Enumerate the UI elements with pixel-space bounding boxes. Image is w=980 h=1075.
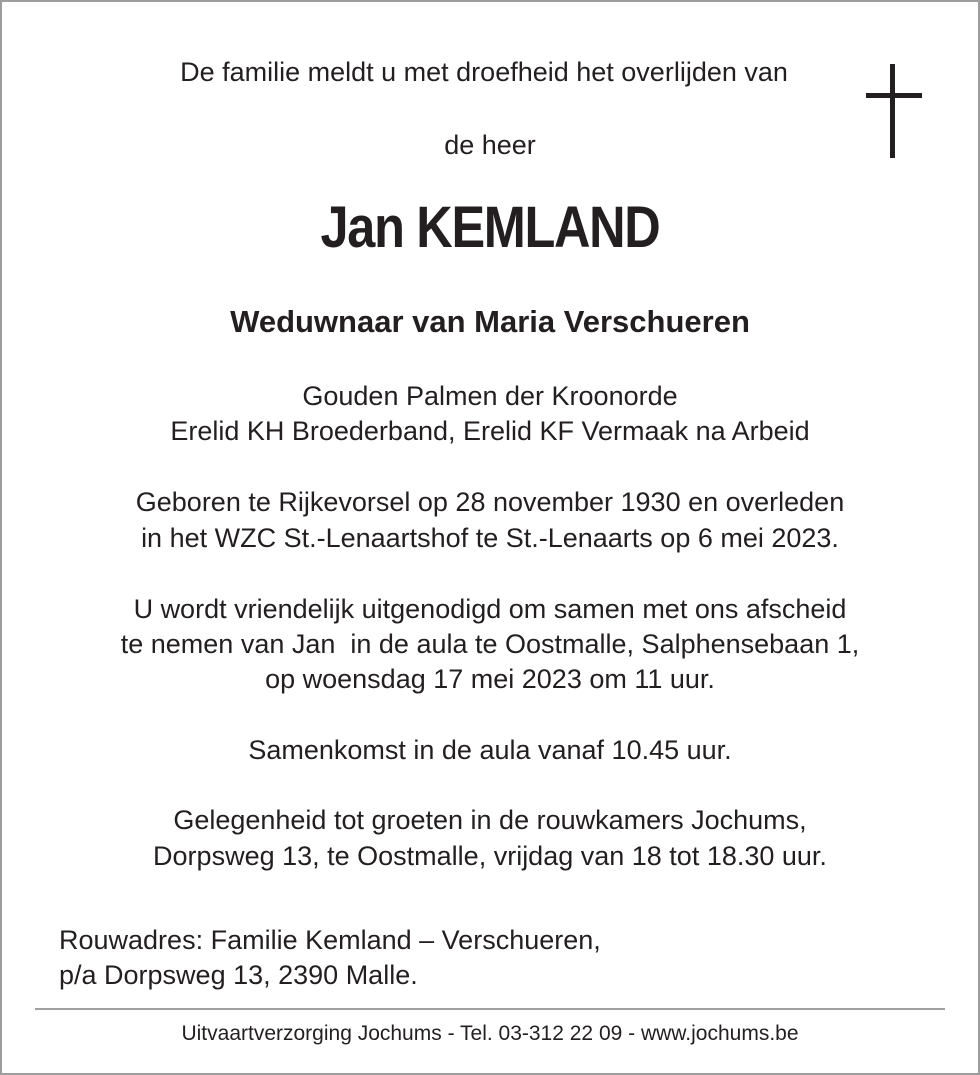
birth-death-line: Geboren te Rijkevorsel op 28 november 1930 en overleden: [135, 487, 845, 517]
mourning-address-line: p/a Dorpsweg 13, 2390 Malle.: [59, 960, 418, 990]
invitation-line: op woensdag 17 mei 2023 om 11 uur.: [265, 664, 715, 694]
mourning-address-line: Rouwadres: Familie Kemland – Verschueren,: [59, 925, 601, 955]
widower-line: Weduwnaar van Maria Verschueren: [230, 304, 750, 339]
footer-divider: [35, 1008, 945, 1010]
gathering-line: Samenkomst in de aula vanaf 10.45 uur.: [248, 735, 732, 765]
honors-line: Erelid KH Broederband, Erelid KF Vermaak na Arbeid: [170, 416, 810, 446]
birth-death-line: in het WZC St.-Lenaartshof te St.-Lenaarts op 6 mei 2023.: [141, 523, 839, 553]
greeting-line: Gelegenheid tot groeten in de rouwkamers Jochums,: [173, 805, 807, 835]
honors-line: Gouden Palmen der Kroonorde: [302, 381, 678, 411]
invitation-line: U wordt vriendelijk uitgenodigd om samen met ons afscheid: [133, 594, 847, 624]
deceased-name: Jan KEMLAND: [320, 195, 660, 260]
greeting-line: Dorpsweg 13, te Oostmalle, vrijdag van 18 tot 18.30 uur.: [153, 841, 827, 871]
salutation: de heer: [444, 130, 536, 160]
funeral-home-footer: Uitvaartverzorging Jochums - Tel. 03-312 22 09 - www.jochums.be: [181, 1022, 799, 1045]
intro-text: De familie meldt u met droefheid het overlijden van: [180, 57, 788, 87]
invitation-line: te nemen van Jan in de aula te Oostmalle, Salphensebaan 1,: [120, 629, 860, 659]
